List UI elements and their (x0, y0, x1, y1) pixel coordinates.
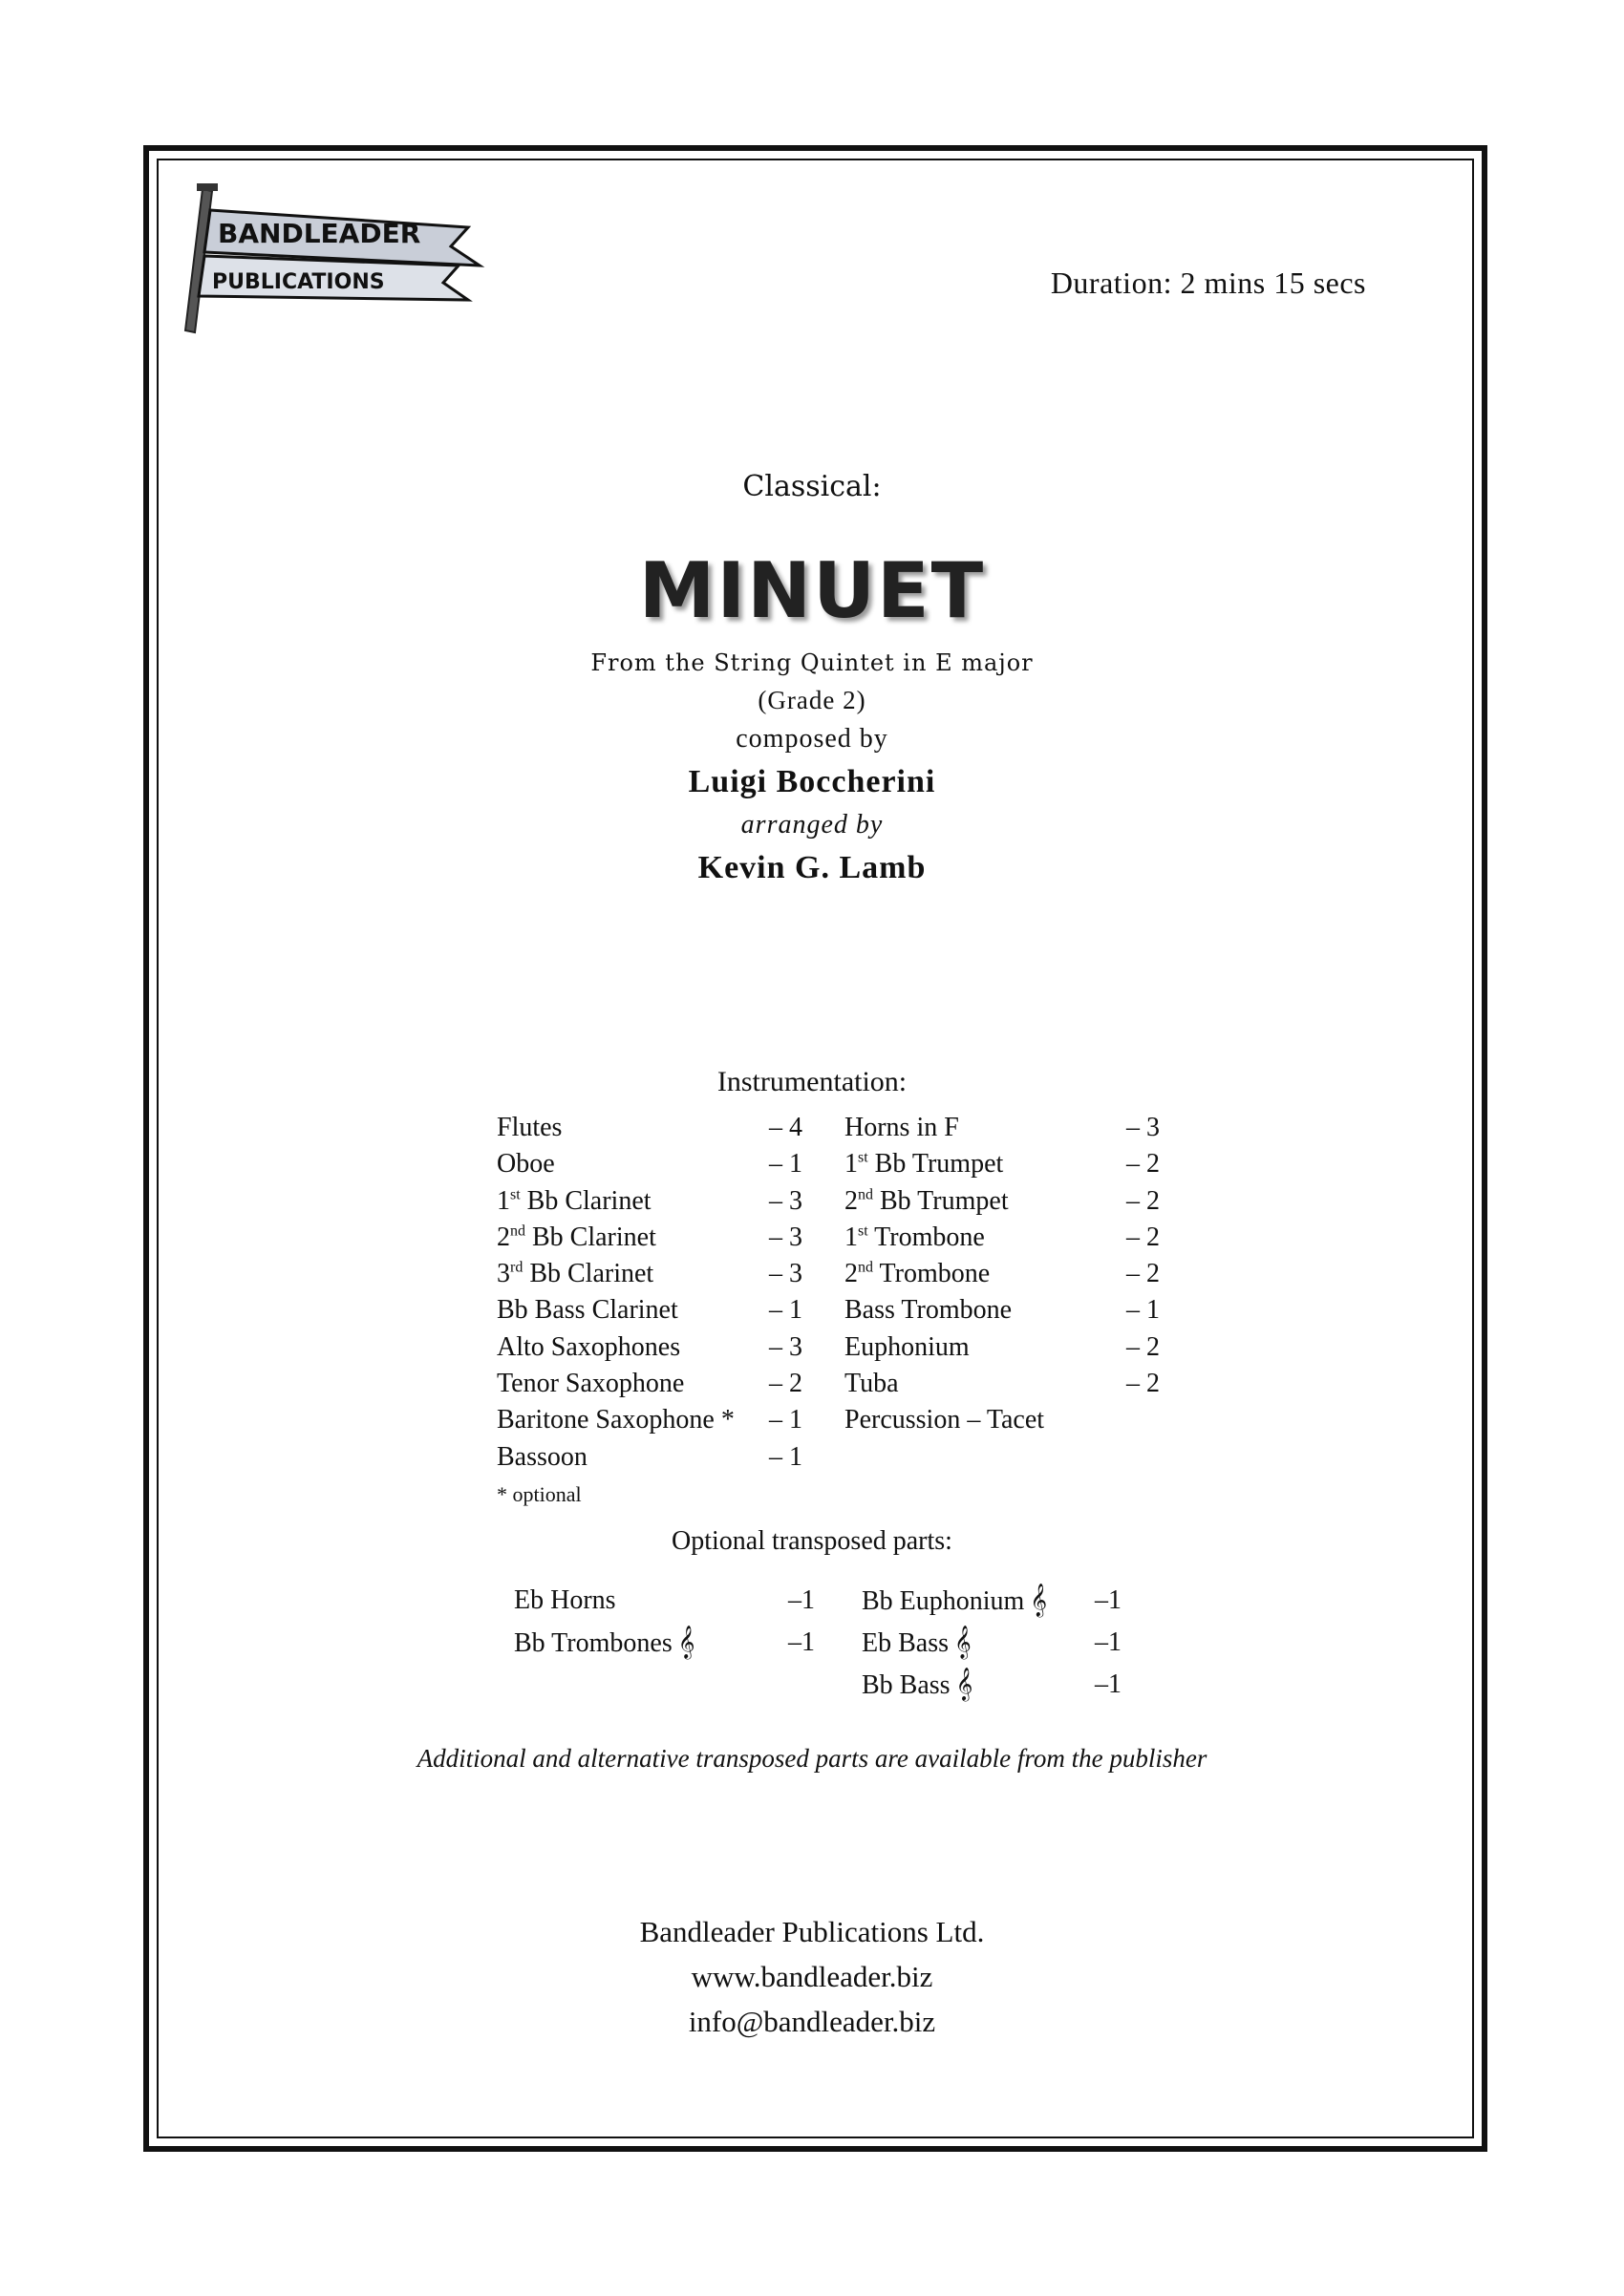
instrument-row (497, 1256, 802, 1292)
instrument-row (497, 1220, 802, 1256)
transposed-part-name (862, 1622, 972, 1665)
instrument-count: – 2 (1126, 1259, 1160, 1289)
instrument-ordinal-suffix: st (858, 1222, 868, 1240)
instrument-name (844, 1110, 959, 1146)
instrument-count: – 2 (1126, 1149, 1160, 1180)
instrument-label: Flutes (497, 1113, 563, 1142)
instrument-row (844, 1402, 1160, 1438)
instrument-count: – 1 (769, 1295, 802, 1326)
instrument-label: Bassoon (497, 1441, 588, 1472)
instrument-row (844, 1110, 1160, 1146)
instrument-row (844, 1183, 1160, 1220)
treble-clef-icon: 𝄞 (955, 1668, 973, 1701)
logo-line1: BANDLEADER (218, 218, 421, 249)
instrument-label: Bb Clarinet (525, 1222, 656, 1252)
instrument-count: – 1 (1126, 1295, 1160, 1326)
treble-clef-icon: 𝄞 (677, 1626, 695, 1659)
transposed-part-label: Bb Bass (862, 1670, 951, 1700)
instrument-ordinal: 1 (844, 1222, 858, 1252)
instrument-count: – 2 (1126, 1185, 1160, 1216)
instrument-name (497, 1110, 562, 1146)
instrument-ordinal: 3 (497, 1259, 510, 1289)
transposed-right-column (862, 1580, 1122, 1706)
instrument-ordinal: 2 (497, 1222, 510, 1252)
instrument-label: Bb Trumpet (873, 1185, 1009, 1216)
page-frame-inner (157, 159, 1474, 2138)
logo-line2: PUBLICATIONS (212, 270, 385, 294)
instrument-label: Bb Bass Clarinet (497, 1295, 678, 1326)
treble-clef-icon: 𝄞 (1030, 1584, 1048, 1617)
instrument-count: – 1 (769, 1405, 802, 1435)
transposed-part-label: Bb Euphonium (862, 1586, 1025, 1616)
instrument-name (497, 1402, 735, 1438)
instrument-name (497, 1439, 588, 1476)
transposed-part-count: –1 (788, 1627, 815, 1657)
instrument-label: Oboe (497, 1149, 555, 1180)
instrument-name (497, 1146, 555, 1182)
instrument-row (844, 1220, 1160, 1256)
instrument-ordinal: 2 (844, 1185, 858, 1216)
instrument-count: – 1 (769, 1149, 802, 1180)
instrument-count: – 3 (769, 1222, 802, 1252)
transposed-part-label: Eb Bass (862, 1628, 949, 1658)
instrument-name (844, 1220, 985, 1256)
transposed-part-count: –1 (1095, 1585, 1122, 1615)
duration: Duration: 2 mins 15 secs (1050, 266, 1366, 300)
instrument-count: – 3 (769, 1259, 802, 1289)
composer-name: Luigi Boccherini (688, 764, 936, 799)
instrument-name (844, 1256, 990, 1292)
transposed-part-row (862, 1622, 1122, 1664)
instrument-ordinal-suffix: nd (858, 1186, 873, 1203)
transposed-part-count: –1 (1095, 1669, 1122, 1699)
instrument-count: – 3 (769, 1185, 802, 1216)
instrument-row (844, 1329, 1160, 1366)
instrument-ordinal-suffix: st (858, 1149, 868, 1166)
instrument-name (497, 1256, 653, 1292)
publisher-website[interactable]: www.bandleader.biz (691, 1960, 933, 1993)
instrument-row (497, 1366, 802, 1402)
instrument-count: – 3 (769, 1331, 802, 1362)
instrument-count: – 2 (1126, 1369, 1160, 1399)
bandleader-logo (182, 181, 506, 344)
subtitle: From the String Quintet in E major (590, 649, 1034, 676)
transposed-part-label: Bb Trombones (514, 1628, 673, 1658)
instrument-label: Bb Clarinet (523, 1259, 654, 1289)
additional-parts-note: Additional and alternative transposed parts are available from the publisher (417, 1744, 1207, 1773)
optional-footnote: * optional (497, 1482, 582, 1506)
transposed-part-name (514, 1622, 694, 1665)
grade: (Grade 2) (758, 686, 866, 714)
transposed-part-label: Eb Horns (514, 1585, 616, 1615)
instrument-name (844, 1183, 1009, 1220)
instrument-name (497, 1220, 656, 1256)
instrument-row (497, 1183, 802, 1220)
transposed-part-name (862, 1664, 972, 1707)
instrument-name (844, 1329, 970, 1366)
page-title: MINUET (638, 546, 986, 635)
transposed-part-row (862, 1664, 1122, 1706)
instrument-row (844, 1366, 1160, 1402)
instrument-count: – 2 (1126, 1331, 1160, 1362)
instrument-label: Alto Saxophones (497, 1331, 681, 1362)
instrument-label: Percussion – Tacet (844, 1405, 1045, 1435)
instrument-label: Trombone (867, 1222, 985, 1252)
transposed-parts-heading: Optional transposed parts: (672, 1526, 952, 1556)
instrument-name (844, 1292, 1012, 1329)
instrumentation-right-column (844, 1110, 1160, 1439)
transposed-left-column (514, 1580, 815, 1664)
transposed-part-row (514, 1622, 815, 1664)
instrument-row (844, 1292, 1160, 1329)
instrumentation-left-column (497, 1110, 802, 1476)
instrumentation-heading: Instrumentation: (716, 1066, 908, 1097)
instrument-row (497, 1292, 802, 1329)
instrument-label: Horns in F (844, 1113, 959, 1142)
instrument-label: Trombone (873, 1259, 991, 1289)
instrument-label: Bb Clarinet (520, 1185, 652, 1216)
instrument-name (497, 1329, 680, 1366)
transposed-part-count: –1 (788, 1585, 815, 1615)
instrument-row (497, 1402, 802, 1438)
treble-clef-icon: 𝄞 (954, 1626, 972, 1659)
instrument-label: Bass Trombone (844, 1295, 1013, 1326)
instrument-count: – 1 (769, 1441, 802, 1472)
transposed-part-name (514, 1580, 616, 1622)
instrument-count: – 4 (769, 1113, 802, 1142)
instrument-row (497, 1146, 802, 1182)
instrument-row (497, 1439, 802, 1476)
instrument-row (844, 1256, 1160, 1292)
instrument-name (497, 1366, 684, 1402)
transposed-part-count: –1 (1095, 1627, 1122, 1657)
composed-by-label: composed by (736, 724, 888, 754)
instrument-name (497, 1183, 652, 1220)
instrument-ordinal: 2 (844, 1259, 858, 1289)
instrument-row (497, 1329, 802, 1366)
instrument-name (844, 1366, 899, 1402)
instrument-row (497, 1110, 802, 1146)
transposed-part-row (862, 1580, 1122, 1622)
publisher-email[interactable]: info@bandleader.biz (688, 2005, 936, 2038)
category-label: Classical: (742, 470, 882, 503)
arranger-name: Kevin G. Lamb (697, 850, 927, 885)
instrument-label: Euphonium (844, 1331, 970, 1362)
arranged-by-label: arranged by (740, 810, 884, 840)
instrument-name (844, 1146, 1003, 1182)
instrument-count: – 2 (769, 1369, 802, 1399)
instrument-name (497, 1292, 678, 1329)
instrument-count: – 2 (1126, 1222, 1160, 1252)
instrument-name (844, 1402, 1044, 1438)
instrument-count: – 3 (1126, 1113, 1160, 1142)
instrument-ordinal: 1 (844, 1149, 858, 1180)
transposed-part-name (862, 1580, 1047, 1623)
transposed-part-row (514, 1580, 815, 1622)
instrument-ordinal-suffix: nd (510, 1222, 525, 1240)
instrument-label: Baritone Saxophone * (497, 1405, 735, 1435)
instrument-ordinal-suffix: nd (858, 1259, 873, 1276)
instrument-row (844, 1146, 1160, 1182)
instrument-ordinal: 1 (497, 1185, 510, 1216)
instrument-ordinal-suffix: st (510, 1186, 521, 1203)
instrument-label: Tuba (844, 1369, 899, 1399)
instrument-label: Tenor Saxophone (497, 1369, 685, 1399)
instrument-ordinal-suffix: rd (510, 1259, 524, 1276)
instrument-label: Bb Trumpet (867, 1149, 1004, 1180)
publisher-name: Bandleader Publications Ltd. (639, 1915, 985, 1948)
